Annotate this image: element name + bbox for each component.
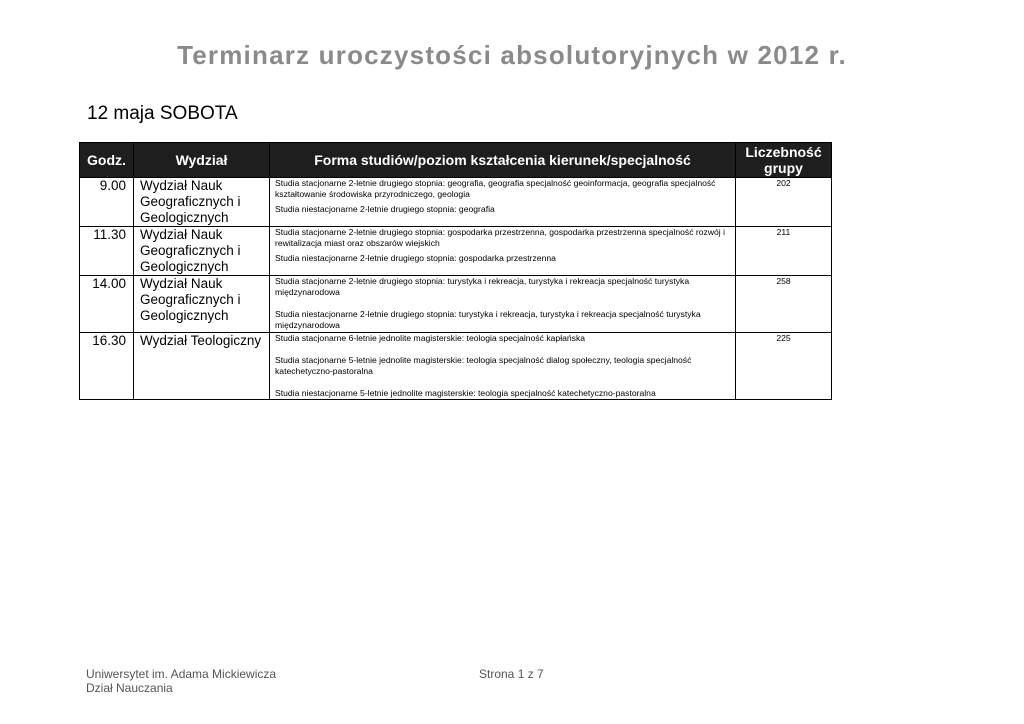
row-time: 9.00 (80, 178, 134, 227)
footer-organization (86, 667, 276, 695)
row-count: 211 (736, 227, 832, 276)
table-row (80, 333, 832, 400)
row-programs (270, 227, 736, 276)
program-entry: Studia stacjonarne 2-letnie drugiego stopnia: geografia, geografia specjalność geoinformacja, geografia specjalność kształtowanie środowiska przyrodniczego, geologia (275, 178, 716, 199)
header-faculty: Wydział (134, 143, 270, 178)
program-entry: Studia stacjonarne 2-letnie drugiego stopnia: turystyka i rekreacja, turystyka i rekreacja specjalność turystyka międzynarodowa (275, 276, 690, 297)
row-faculty: Wydział Nauk Geograficznych i Geologicznych (134, 276, 270, 333)
table-row (80, 178, 832, 227)
row-count: 225 (736, 333, 832, 400)
row-programs (270, 178, 736, 227)
row-faculty: Wydział Nauk Geograficznych i Geologicznych (134, 178, 270, 227)
program-entry: Studia stacjonarne 5-letnie jednolite magisterskie: teologia specjalność dialog społeczny, teologia specjalność katechetyczno-pastoralna (275, 355, 692, 376)
program-entry: Studia niestacjonarne 2-letnie drugiego stopnia: geografia (275, 204, 495, 214)
header-programs: Forma studiów/poziom kształcenia kierunek/specjalność (270, 143, 736, 178)
table-header-row (80, 143, 832, 178)
program-entry: Studia stacjonarne 6-letnie jednolite magisterskie: teologia specjalność kapłańska (275, 333, 586, 343)
table-row (80, 227, 832, 276)
page-number: Strona 1 z 7 (479, 667, 544, 681)
document-title: Terminarz uroczystości absolutoryjnych w 2012 r. (177, 40, 847, 70)
row-time: 16.30 (80, 333, 134, 400)
row-faculty: Wydział Teologiczny (134, 333, 270, 400)
row-count: 258 (736, 276, 832, 333)
row-time: 11.30 (80, 227, 134, 276)
row-time: 14.00 (80, 276, 134, 333)
table-row (80, 276, 832, 333)
row-programs (270, 333, 736, 400)
row-programs (270, 276, 736, 333)
date-heading: 12 maja SOBOTA (87, 103, 238, 124)
program-entry: Studia niestacjonarne 5-letnie jednolite magisterskie: teologia specjalność katechetyczno-pastoralna (275, 388, 656, 398)
row-count: 202 (736, 178, 832, 227)
footer-department: Dział Nauczania (86, 681, 173, 695)
footer-university: Uniwersytet im. Adama Mickiewicza (86, 667, 277, 681)
schedule-table (79, 142, 832, 400)
header-count: Liczebność grupy (736, 143, 832, 178)
program-entry: Studia stacjonarne 2-letnie drugiego stopnia: gospodarka przestrzenna, gospodarka przestrzenna specjalność rozwój i rewitalizacja miast oraz obszarów wiejskich (275, 227, 726, 248)
header-time: Godz. (80, 143, 134, 178)
row-faculty: Wydział Nauk Geograficznych i Geologicznych (134, 227, 270, 276)
program-entry: Studia niestacjonarne 2-letnie drugiego stopnia: gospodarka przestrzenna (275, 253, 556, 263)
program-entry: Studia niestacjonarne 2-letnie drugiego stopnia: turystyka i rekreacja, turystyka i rekreacja specjalność turystyka międzynarodowa (275, 309, 701, 330)
